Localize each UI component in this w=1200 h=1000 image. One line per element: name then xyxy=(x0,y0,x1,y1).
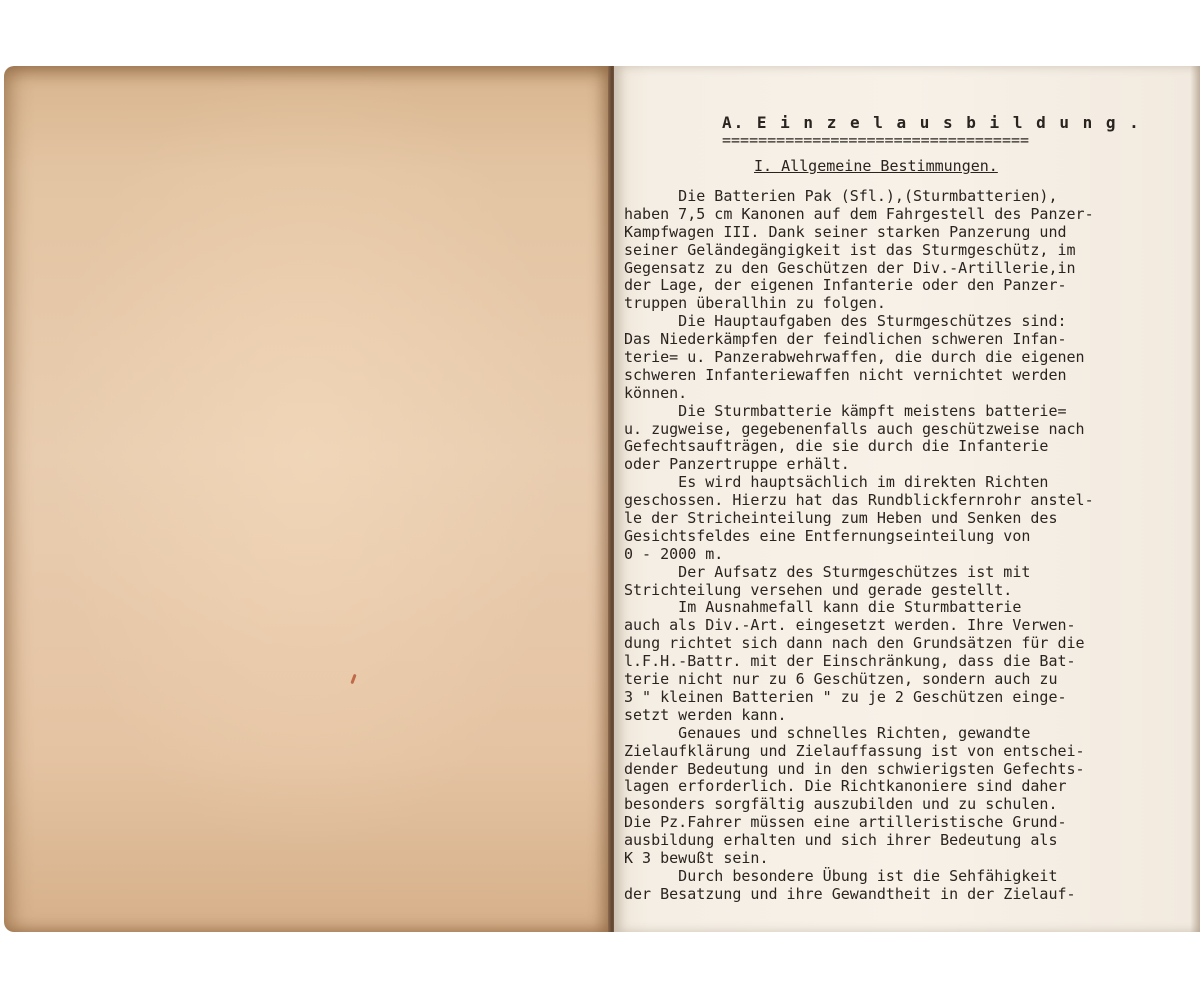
text-line: K 3 bewußt sein. xyxy=(624,848,769,867)
text-line: oder Panzertruppe erhält. xyxy=(624,455,850,474)
text-line: l.F.H.-Battr. mit der Einschränkung, dass die Bat- xyxy=(624,652,1076,671)
text-line: Durch besondere Übung ist die Sehfähigkeit xyxy=(624,866,1058,885)
text-line: Die Batterien Pak (Sfl.),(Sturmbatterien), xyxy=(624,187,1058,205)
text-line: schweren Infanteriewaffen nicht vernichtet werden xyxy=(624,365,1067,384)
ink-mark xyxy=(350,674,356,684)
text-line: terie= u. Panzerabwehrwaffen, die durch die eigenen xyxy=(624,348,1085,367)
text-line: lagen erforderlich. Die Richtkanoniere sind daher xyxy=(624,777,1067,796)
text-line: Strichteilung versehen und gerade gestellt. xyxy=(624,580,1013,599)
text-line: Das Niederkämpfen der feindlichen schweren Infan- xyxy=(624,330,1067,349)
text-line: Die Pz.Fahrer müssen eine artilleristische Grund- xyxy=(624,813,1067,832)
text-line: 0 - 2000 m. xyxy=(624,544,724,563)
text-line: dender Bedeutung und in den schwierigsten Gefechts- xyxy=(624,759,1085,778)
text-line: der Besatzung und ihre Gewandtheit in der Zielauf- xyxy=(624,884,1076,903)
text-line: Es wird hauptsächlich im direkten Richten xyxy=(624,473,1049,492)
text-line: Gesichtsfeldes eine Entfernungseinteilung von xyxy=(624,526,1031,545)
left-page-blank xyxy=(4,66,610,932)
text-line: Genaues und schnelles Richten, gewandte xyxy=(624,723,1031,742)
text-line: auch als Div.-Art. eingesetzt werden. Ihre Verwen- xyxy=(624,616,1076,635)
text-line: der Lage, der eigenen Infanterie oder den Panzer- xyxy=(624,276,1067,295)
page-heading: A. E i n z e l a u s b i l d u n g . xyxy=(722,113,1141,132)
text-line: Die Sturmbatterie kämpft meistens batterie= xyxy=(624,401,1067,420)
text-line: 3 " kleinen Batterien " zu je 2 Geschützen einge- xyxy=(624,687,1067,706)
text-line: besonders sorgfältig auszubilden und zu schulen. xyxy=(624,795,1058,814)
text-line: Gefechtsaufträgen, die sie durch die Infanterie xyxy=(624,437,1049,456)
body-text xyxy=(624,188,1094,904)
text-line: seiner Geländegängigkeit ist das Sturmgeschütz, im xyxy=(624,240,1076,259)
text-line: Zielaufklärung und Zielauffassung ist von entschei- xyxy=(624,741,1085,760)
heading-rule: ================================== xyxy=(722,131,1030,149)
text-line: Gegensatz zu den Geschützen der Div.-Artillerie,in xyxy=(624,258,1076,277)
section-title: I. Allgemeine Bestimmungen. xyxy=(754,157,998,175)
page-edge xyxy=(1190,66,1200,932)
text-line: Im Ausnahmefall kann die Sturmbatterie xyxy=(624,598,1022,617)
text-line: u. zugweise, gegebenenfalls auch geschützweise nach xyxy=(624,419,1085,438)
text-line: ausbildung erhalten und sich ihrer Bedeutung als xyxy=(624,831,1058,850)
text-line: truppen überallhin zu folgen. xyxy=(624,294,886,313)
text-line: haben 7,5 cm Kanonen auf dem Fahrgestell des Panzer- xyxy=(624,204,1094,223)
text-line: Der Aufsatz des Sturmgeschützes ist mit xyxy=(624,562,1031,581)
text-line: können. xyxy=(624,383,688,402)
text-line: Kampfwagen III. Dank seiner starken Panzerung und xyxy=(624,222,1067,241)
text-line: dung richtet sich dann nach den Grundsätzen für die xyxy=(624,634,1085,653)
text-line: le der Stricheinteilung zum Heben und Senken des xyxy=(624,509,1058,528)
text-line: terie nicht nur zu 6 Geschützen, sondern auch zu xyxy=(624,670,1058,689)
text-line: setzt werden kann. xyxy=(624,705,787,724)
open-booklet xyxy=(4,66,1200,932)
right-page-typed xyxy=(614,66,1200,932)
text-line: Die Hauptaufgaben des Sturmgeschützes sind: xyxy=(624,312,1067,331)
text-line: geschossen. Hierzu hat das Rundblickfernrohr anstel- xyxy=(624,491,1094,510)
